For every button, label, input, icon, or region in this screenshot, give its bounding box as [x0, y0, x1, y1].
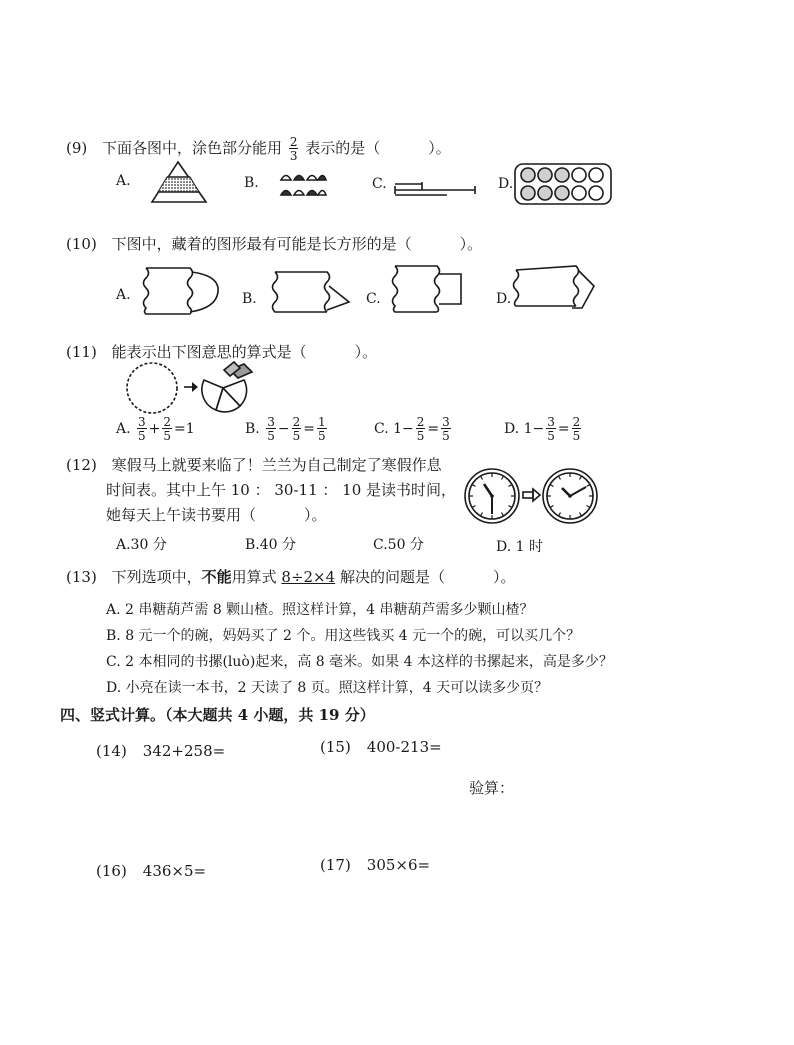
clock-start-icon [462, 466, 522, 526]
q13-option-b: B. 8 元一个的碗，妈妈买了 2 个。用这些钱买 4 元一个的碗，可以买几个？ [106, 628, 581, 644]
q11-option-c: C. 1− $\frac{2}{5}$ = $\frac{3}{5}$ [374, 415, 450, 443]
fraction-2-3: $\frac{2}{3}$ [289, 135, 298, 163]
hidden-shape-d-figure [512, 264, 602, 314]
question-11 [66, 341, 377, 362]
question-close: ）。 [428, 139, 451, 157]
problem-14: (14) 342+258= [96, 742, 226, 760]
question-text-2: 表示的是（ [305, 139, 381, 157]
q12-option-c: C.50 分 [373, 537, 424, 553]
question-line-1: 寒假马上就要来临了！兰兰为自己制定了寒假作息 [111, 456, 442, 474]
q12-option-a: A.30 分 [116, 537, 167, 553]
q11-option-a: A. $\frac{3}{5}$ + $\frac{2}{5}$ =1 [116, 415, 195, 443]
question-text: 下面各图中，涂色部分能用 [102, 139, 283, 157]
hidden-shape-a-figure [138, 266, 228, 316]
q13-option-d: D. 小亮在读一本书，2 天读了 8 页。照这样计算，4 天可以读多少页？ [106, 680, 549, 696]
section-4-title: 四、竖式计算。（本大题共 4 小题，共 19 分） [60, 706, 375, 724]
question-number: (10) [66, 235, 97, 253]
q11-option-d: D. 1− $\frac{3}{5}$ = $\frac{2}{5}$ [504, 415, 581, 443]
bar-figure [393, 176, 477, 198]
q10-option-b-label: B. [242, 291, 257, 307]
q10-option-a-label: A. [116, 287, 131, 303]
question-number: (12) [66, 456, 97, 474]
question-close: ）。 [354, 343, 378, 361]
question-number: (9) [66, 139, 88, 157]
q12-option-b: B.40 分 [245, 537, 297, 553]
triangle-figure [150, 160, 210, 205]
question-text: 能表示出下图意思的算式是（ [111, 343, 307, 361]
question-number: (13) [66, 568, 97, 586]
problem-16: (16) 436×5= [96, 862, 207, 880]
pie-cut-figure [126, 360, 258, 420]
q9-option-a-label: A. [116, 173, 131, 189]
problem-15: (15) 400-213= [320, 738, 442, 756]
question-text: 下图中，藏着的图形最有可能是长方形的是（ [111, 235, 412, 253]
question-number: (11) [66, 343, 97, 361]
q9-option-c-label: C. [372, 176, 387, 192]
q13-option-a: A. 2 串糖葫芦需 8 颗山楂。照这样计算，4 串糖葫芦需多少颗山楂？ [106, 602, 534, 618]
q9-option-b-label: B. [244, 175, 259, 191]
problem-17: (17) 305×6= [320, 856, 431, 874]
hidden-shape-b-figure [265, 270, 355, 316]
question-9 [66, 136, 451, 162]
q9-option-d-label: D. [498, 176, 514, 192]
question-12-line-2: 时间表。其中上午 10 ： 30-11 ： 10 是读书时间， [106, 481, 457, 499]
question-close: ）。 [459, 235, 483, 253]
bells-figure [278, 170, 328, 202]
q10-option-d-label: D. [496, 291, 512, 307]
question-12-line-3: 她每天上午读书要用（ ）。 [106, 506, 327, 524]
q10-option-c-label: C. [366, 291, 381, 307]
question-13: (13) 下列选项中，不能用算式 8÷2×4 解决的问题是（ ）。 [66, 568, 516, 586]
q11-option-b: B. $\frac{3}{5}$ − $\frac{2}{5}$ = $\frac{1}{5}$ [245, 415, 326, 443]
expression: 8÷2×4 [281, 568, 336, 586]
emphasis-not: 不能 [201, 568, 232, 586]
question-10 [66, 233, 482, 254]
q13-option-c: C. 2 本相同的书摞(luò)起来，高 8 毫米。如果 4 本这样的书摞起来，高是多少？ [106, 654, 613, 670]
arrow-right-icon [522, 488, 542, 502]
clock-end-icon [540, 466, 600, 526]
tray-circles-figure [514, 162, 614, 207]
hidden-shape-c-figure [387, 264, 467, 314]
q12-option-d: D. 1 时 [496, 539, 543, 555]
check-label: 验算： [469, 779, 515, 797]
question-12 [66, 454, 442, 475]
